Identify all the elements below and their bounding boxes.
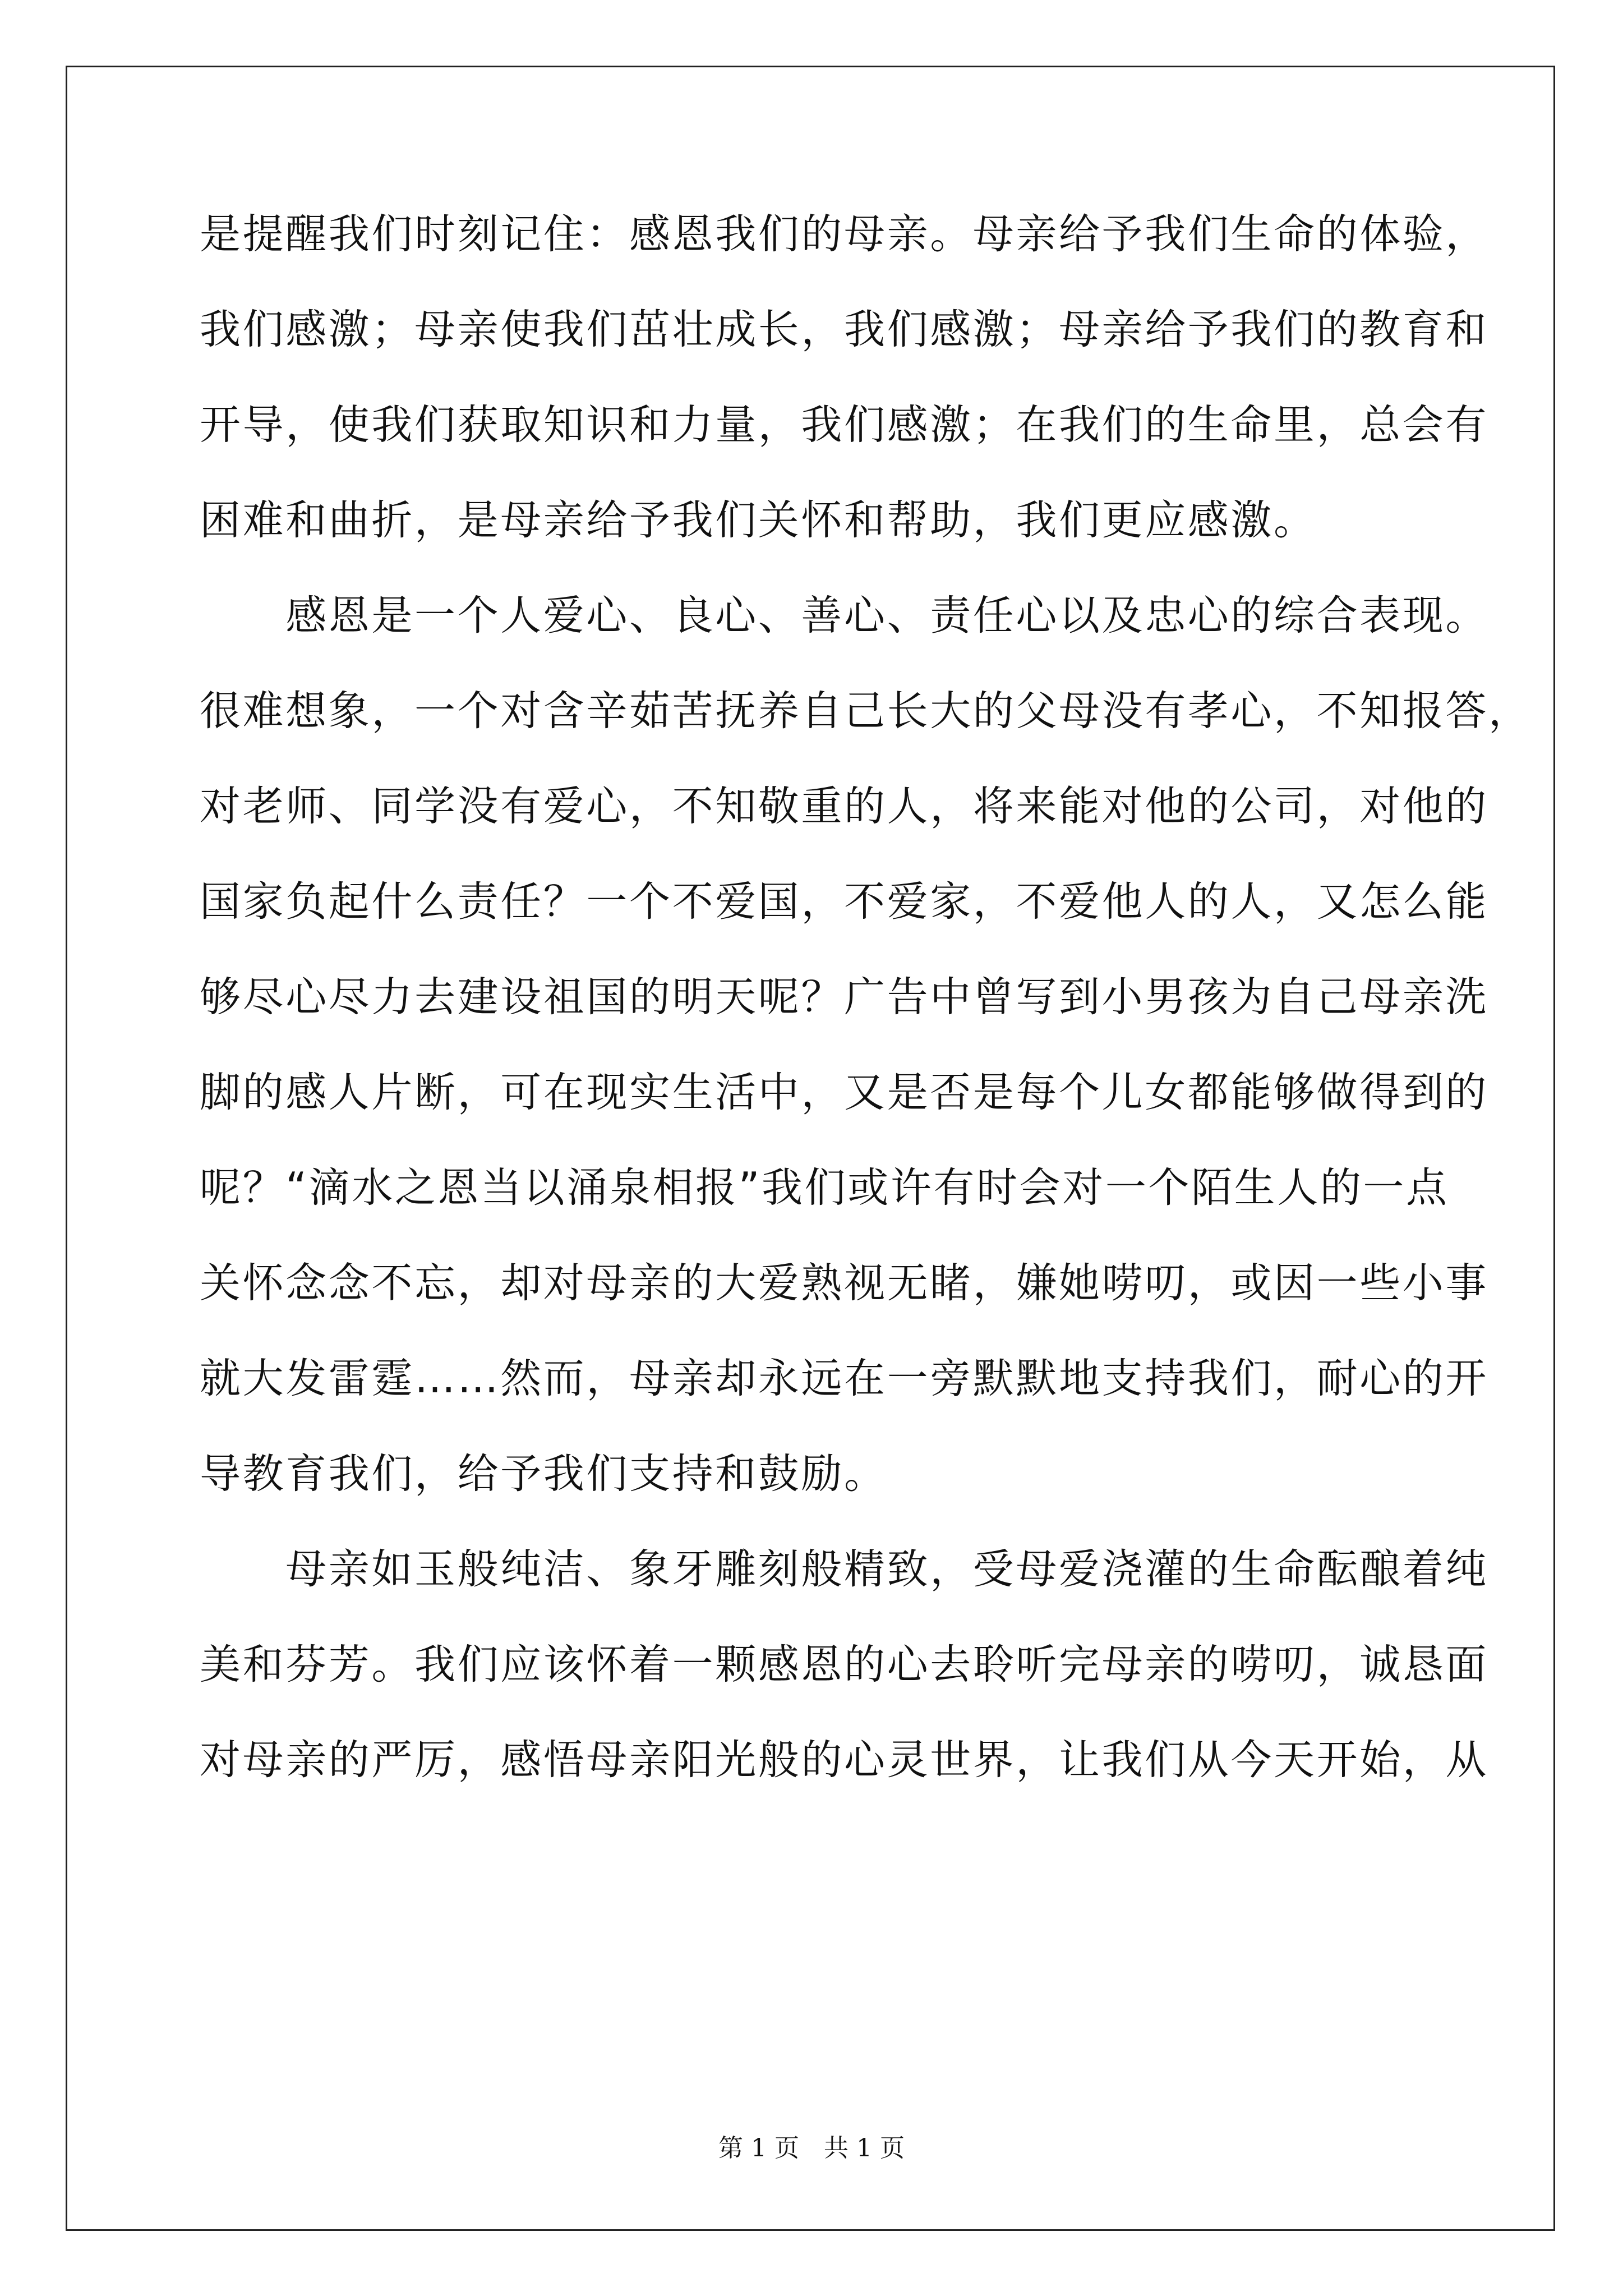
text-line: 很难想象，一个对含辛茹苦抚养自己长大的父母没有孝心，不知报答， [200,687,1532,735]
text-line: 是提醒我们时刻记住：感恩我们的母亲。母亲给予我们生命的体验， [200,210,1488,258]
text-line: 开导，使我们获取知识和力量，我们感激；在我们的生命里，总会有 [200,401,1488,449]
text-line: 脚的感人片断，可在现实生活中，又是否是每个儿女都能够做得到的 [200,1069,1488,1116]
text-line: 国家负起什么责任？一个不爱国，不爱家，不爱他人的人，又怎么能 [200,878,1488,926]
text-line: 我们感激；母亲使我们茁壮成长，我们感激；母亲给予我们的教育和 [200,306,1488,353]
text-line: 美和芬芳。我们应该怀着一颗感恩的心去聆听完母亲的唠叨，诚恳面 [200,1641,1488,1688]
text-line: 够尽心尽力去建设祖国的明天呢？广告中曾写到小男孩为自己母亲洗 [200,973,1488,1021]
text-line: 关怀念念不忘，却对母亲的大爱熟视无睹，嫌她唠叨，或因一些小事 [200,1259,1488,1307]
text-line: 对母亲的严厉，感悟母亲阳光般的心灵世界，让我们从今天开始，从 [200,1736,1488,1784]
text-line: 导教育我们，给予我们支持和鼓励。 [200,1450,887,1498]
page-number-footer: 第 1 页 共 1 页 [718,2134,905,2162]
text-line: 困难和曲折，是母亲给予我们关怀和帮助，我们更应感激。 [200,496,1317,544]
text-line: 呢？“滴水之恩当以涌泉相报”我们或许有时会对一个陌生人的一点 [200,1164,1449,1212]
text-line: 对老师、同学没有爱心，不知敬重的人，将来能对他的公司，对他的 [200,783,1488,830]
text-line: 感恩是一个人爱心、良心、善心、责任心以及忠心的综合表现。 [200,592,1488,639]
text-line: 就大发雷霆……然而，母亲却永远在一旁默默地支持我们，耐心的开 [200,1355,1488,1402]
text-line: 母亲如玉般纯洁、象牙雕刻般精致，受母爱浇灌的生命酝酿着纯 [200,1545,1488,1593]
